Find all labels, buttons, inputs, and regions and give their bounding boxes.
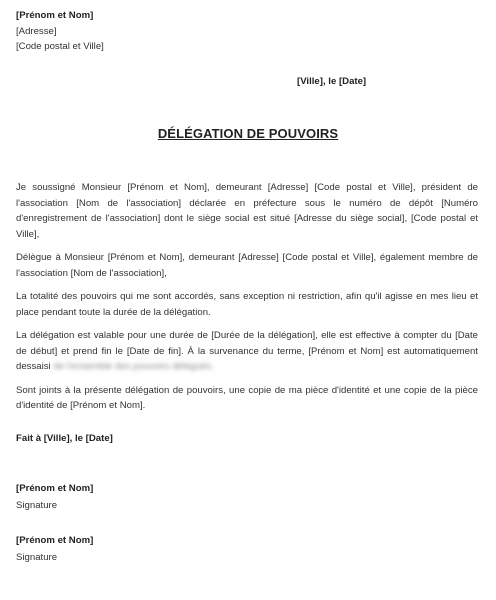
paragraph-duration [16,328,478,375]
place-date: [Ville], le [Date] [297,76,367,87]
sender-postal-city: [Code postal et Ville] [16,41,104,52]
signature-label: Signature [16,551,58,563]
signature-label: Signature [16,499,58,511]
paragraph-declarant: Je soussigné Monsieur [Prénom et Nom], demeurant [Adresse] [Code postal et Ville], président de l'association [Nom de l'association] déclarée en préfecture sous le numéro de dépôt [Numéro d'enregistrement de l'association] dont le siège social est situé [Adresse du siège social], [Code postal et Ville], [16,182,478,240]
paragraph-delegate: Délègue à Monsieur [Prénom et Nom], demeurant [Adresse] [Code postal et Ville], également membre de l'association [Nom de l'association], [16,252,478,279]
sender-address: [Adresse] [16,25,57,37]
document-title: DÉLÉGATION DE POUVOIRS [157,126,339,141]
paragraph-attachments: Sont joints à la présente délégation de pouvoirs, une copie de ma pièce d'identité et une copie de la pièce d'identité de [Prénom et Nom]. [16,384,478,411]
paragraph-powers: La totalité des pouvoirs qui me sont accordés, sans exception ni restriction, afin qu'il agisse en mes lieu et place pendant toute la durée de la délégation. [16,291,478,318]
sender-name: [Prénom et Nom] [16,10,94,21]
signature-block-1 [16,481,93,513]
signature-block-2 [16,533,93,565]
document-body [16,180,478,422]
signatory-name: [Prénom et Nom] [16,535,94,546]
blurred-text: de l'ensemble des pouvoirs délégués. [53,361,214,372]
signatory-name: [Prénom et Nom] [16,483,94,494]
closing-place-date: Fait à [Ville], le [Date] [16,433,113,444]
sender-block [16,8,104,55]
paragraph-duration-text: La délégation est valable pour une durée de [Durée de la délégation], elle est effective à compter du [Date de début] et prend fin le [Date de fin]. À la survenance du terme, [Prénom et Nom] est automatiquement dessaisi [16,330,478,372]
